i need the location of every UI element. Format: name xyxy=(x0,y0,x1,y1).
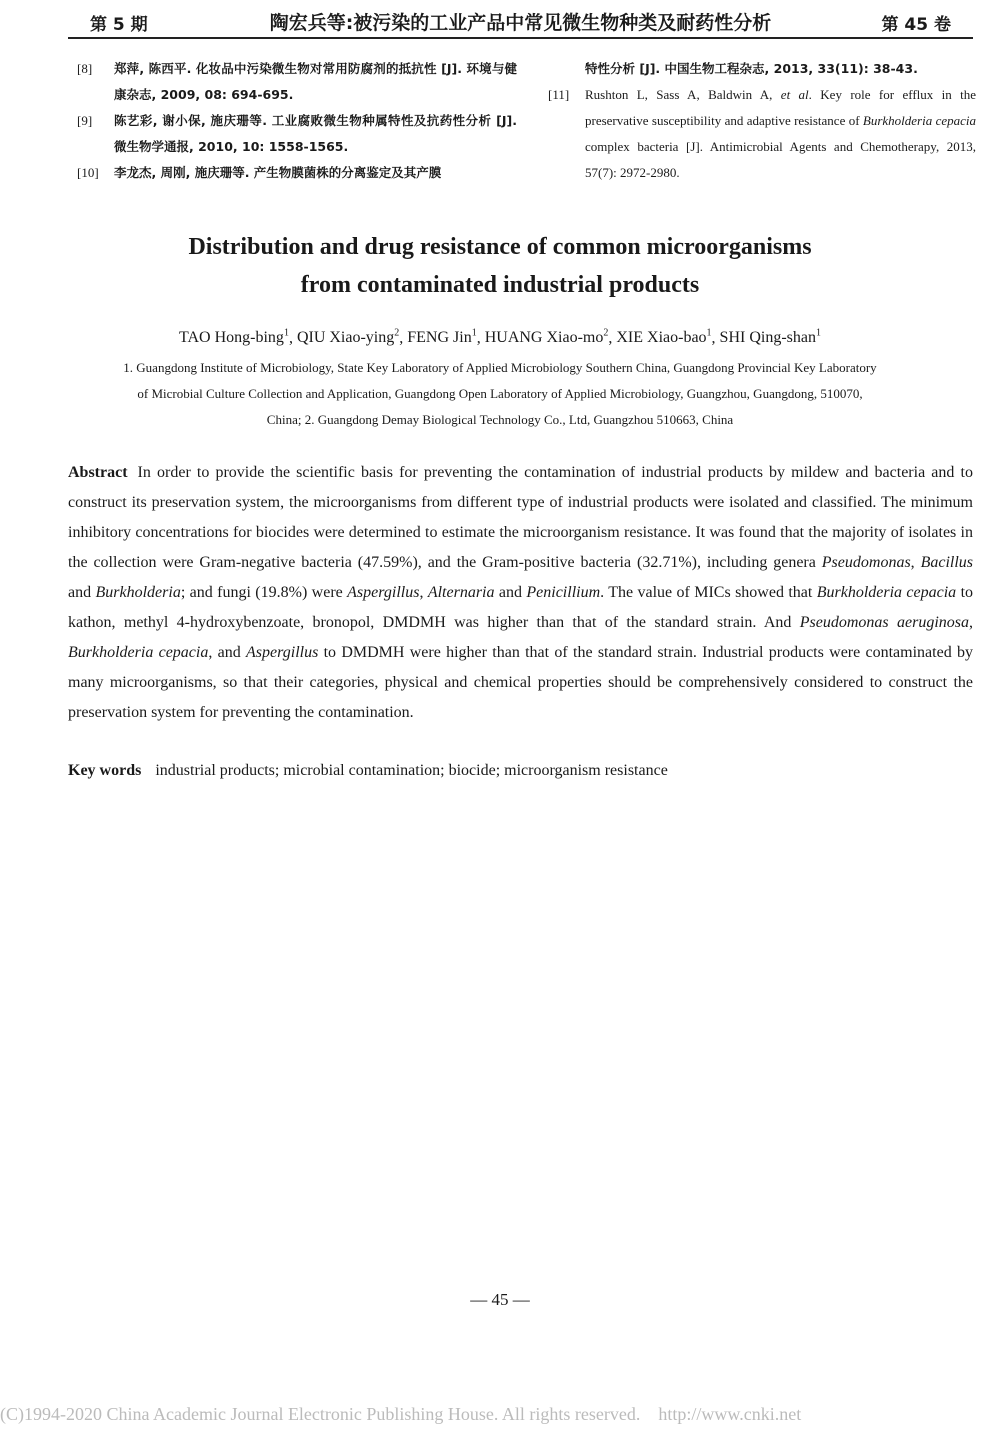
reference-title-part: . Key role for efflux in the preservative susceptibility and adaptive resistance of xyxy=(585,87,976,128)
keywords-text: industrial products; microbial contamination; biocide; microorganism resistance xyxy=(155,762,668,779)
species-name: Burkholderia cepacia xyxy=(862,113,976,128)
author xyxy=(720,329,821,346)
running-title: 陶宏兵等:被污染的工业产品中常见微生物种类及耐药性分析 xyxy=(269,12,772,34)
abstract-text: to kathon, methyl 4-hydroxybenzoate, bronopol, DMDMH was higher than that of the standard strain. And xyxy=(68,584,974,631)
reference-number: [11] xyxy=(548,87,570,102)
author xyxy=(179,329,289,346)
author-name: QIU Xiao-ying xyxy=(296,329,395,347)
reference-item xyxy=(77,108,517,160)
reference-authors: Rushton L, Sass A, Baldwin A, xyxy=(585,87,781,102)
reference-text: 特性分析 [J]. 中国生物工程杂志, 2013, 33(11): 38-43. xyxy=(585,61,918,76)
reference-item xyxy=(77,160,517,186)
genus-name: Pseudomonas xyxy=(821,554,911,571)
copyright-text: (C)1994-2020 China Academic Journal Electronic Publishing House. All rights reserved. xyxy=(0,1404,641,1424)
author-affiliation-mark: 1 xyxy=(706,328,712,339)
abstract-text: and xyxy=(494,584,527,601)
author-list: TAO Hong-bing$^1$, QIU Xiao-ying$^2$, FENG Jin$^1$, HUANG Xiao-$mo^2$, XIE Xiao-bao$^1$, SHI Qing-shan$^1$ xyxy=(179,328,821,347)
author-affiliation-mark: 1 xyxy=(815,328,821,339)
genus-name: Burkholderia xyxy=(95,584,181,601)
author-affiliation-mark: 2 xyxy=(603,328,609,339)
issue-number: 第 5 期 xyxy=(90,15,148,35)
author-name: TAO Hong-bing xyxy=(179,329,284,347)
genus-name: Alternaria xyxy=(427,584,495,601)
reference-text: 陈艺彩, 谢小保, 施庆珊等. 工业腐败微生物种属特性及抗药性分析 [J]. 微生物学通报, 2010, 10: 1558-1565. xyxy=(114,113,517,154)
reference-item xyxy=(548,82,976,186)
author-name: FENG Jin xyxy=(407,329,472,347)
volume-number: 第 45 卷 xyxy=(881,15,951,35)
page-number: — 45 — xyxy=(470,1290,530,1309)
reference-source: complex bacteria [J]. Antimicrobial Agents and Chemotherapy, 2013, 57(7): 2972-2980. xyxy=(585,139,976,180)
author xyxy=(297,329,399,346)
reference-etal: et al xyxy=(780,87,809,102)
species-name: Burkholderia cepacia xyxy=(816,584,957,601)
reference-continuation xyxy=(548,56,976,82)
reference-text xyxy=(585,82,976,186)
reference-text: 郑萍, 陈西平. 化妆品中污染微生物对常用防腐剂的抵抗性 [J]. 环境与健康杂志, 2009, 08: 694-695. xyxy=(114,61,517,102)
abstract-text: In order to provide the scientific basis for preventing the contamination of industrial products by mildew and bacteria and to construct its preservation system, the microorganisms from different type of industrial products were isolated and classified. The minimum inhibitory concentrations for biocides were determined to estimate the microorganism resistance. It was found that the majority of isolates in the collection were Gram-negative bacteria (47.59%), and the Gram-positive bacteria (32.71%), including genera xyxy=(68,464,973,571)
keywords xyxy=(68,757,973,785)
abstract-text: , xyxy=(910,554,921,571)
author-name: SHI Qing-shan xyxy=(719,329,816,347)
abstract-text: and xyxy=(68,584,96,601)
title-line-2: from contaminated industrial products xyxy=(300,272,700,298)
reference-number: [10] xyxy=(77,165,99,180)
footer-url: http://www.cnki.net xyxy=(658,1404,802,1424)
abstract-text: , xyxy=(419,584,428,601)
reference-number: [9] xyxy=(77,113,93,128)
abstract-text: , and xyxy=(208,644,247,661)
references-left-column xyxy=(77,56,517,186)
title-line-1: Distribution and drug resistance of common microorganisms xyxy=(188,234,812,260)
species-name: Pseudomonas aeruginosa xyxy=(799,614,969,631)
reference-item xyxy=(77,56,517,108)
references-right-column xyxy=(548,56,976,186)
abstract-text: ; and fungi (19.8%) were xyxy=(180,584,348,601)
running-header xyxy=(68,8,973,36)
author-affiliation-mark: 1 xyxy=(471,328,477,339)
affiliations: 1. Guangdong Institute of Microbiology, State Key Laboratory of Applied Microbiology Southern China, Guangdong Provincial Key Laboratory of Microbial Culture Collection and Application, Guangdong Open Laboratory of Applied Microbiology, Guangzhou, Guangdong, 510070, China; 2. Guangdong Demay Biological Technology Co., Ltd, Guangzhou 510663, China xyxy=(123,360,877,427)
genus-name: Bacillus xyxy=(920,554,974,571)
copyright-footer xyxy=(0,1404,1000,1425)
keywords-label: Key words xyxy=(68,762,142,779)
genus-name: Aspergillus xyxy=(246,644,319,661)
abstract-text: . The value of MICs showed that xyxy=(600,584,817,601)
author-name: HUANG Xiao-mo xyxy=(484,329,604,347)
header-rule xyxy=(68,37,973,39)
reference-number: [8] xyxy=(77,61,93,76)
author xyxy=(616,329,711,346)
abstract-text: to DMDMH were higher than that of the standard strain. Industrial products were contaminated by many microorganisms, so that their categories, physical and chemical properties should be comprehensively considered to construct the preservation system for preventing the contamination. xyxy=(68,644,973,721)
author-affiliation-mark: 1 xyxy=(283,328,289,339)
genus-name: Penicillium xyxy=(526,584,601,601)
abstract-label: Abstract xyxy=(68,464,128,481)
abstract xyxy=(68,458,973,728)
paper-title xyxy=(0,228,1000,304)
abstract-text: , xyxy=(969,614,973,631)
species-name: Burkholderia cepacia xyxy=(68,644,209,661)
author-name: XIE Xiao-bao xyxy=(616,329,707,347)
author-affiliation-mark: 2 xyxy=(394,328,400,339)
author xyxy=(485,329,609,346)
genus-name: Aspergillus xyxy=(347,584,420,601)
reference-text: 李龙杰, 周刚, 施庆珊等. 产生物膜菌株的分离鉴定及其产膜 xyxy=(114,165,442,180)
author xyxy=(407,329,476,346)
